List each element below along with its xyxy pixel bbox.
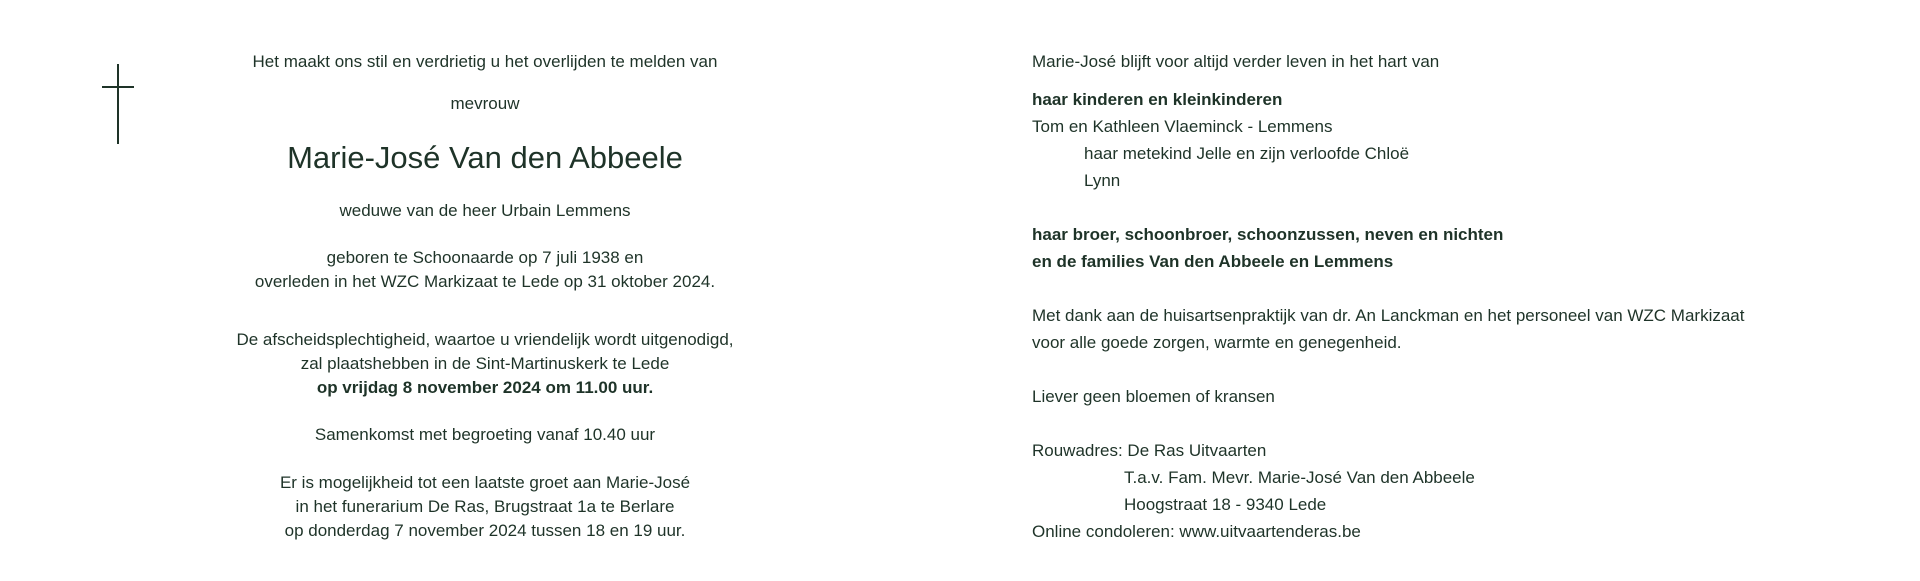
salutation: mevrouw xyxy=(450,94,520,113)
ceremony-line-1: De afscheidsplechtigheid, waartoe u vriendelijk wordt uitgenodigd, xyxy=(236,330,734,349)
address-label: Rouwadres: De Ras Uitvaarten xyxy=(1032,441,1267,460)
spouse-line: weduwe van de heer Urbain Lemmens xyxy=(339,201,631,220)
thanks-line-2: voor alle goede zorgen, warmte en genegenheid. xyxy=(1032,333,1402,352)
family-heading-2: en de families Van den Abbeele en Lemmens xyxy=(1032,252,1394,271)
no-flowers-line: Liever geen bloemen of kransen xyxy=(1032,387,1275,406)
ceremony-date: op vrijdag 8 november 2024 om 11.00 uur. xyxy=(316,378,654,397)
address-attention: T.a.v. Fam. Mevr. Marie-José Van den Abbeele xyxy=(1124,468,1475,487)
farewell-line-1: Er is mogelijkheid tot een laatste groet aan Marie-José xyxy=(279,473,691,492)
death-line: overleden in het WZC Markizaat te Lede op 31 oktober 2024. xyxy=(254,272,716,291)
children-heading: haar kinderen en kleinkinderen xyxy=(1032,90,1283,109)
child-line: Tom en Kathleen Vlaeminck - Lemmens xyxy=(1032,117,1333,136)
gathering-line: Samenkomst met begroeting vanaf 10.40 uur xyxy=(314,425,656,444)
grandchild-line-1: haar metekind Jelle en zijn verloofde Chloë xyxy=(1084,144,1410,163)
grandchild-line-2: Lynn xyxy=(1084,171,1121,190)
thanks-line-1: Met dank aan de huisartsenpraktijk van dr. An Lanckman en het personeel van WZC Markizaat xyxy=(1032,306,1745,325)
farewell-line-2: in het funerarium De Ras, Brugstraat 1a te Berlare xyxy=(295,497,675,516)
birth-line: geboren te Schoonaarde op 7 juli 1938 en xyxy=(326,248,644,267)
ceremony-line-2: zal plaatshebben in de Sint-Martinuskerk te Lede xyxy=(300,354,670,373)
address-street: Hoogstraat 18 - 9340 Lede xyxy=(1124,495,1327,514)
intro-text: Het maakt ons stil en verdrietig u het overlijden te melden van xyxy=(252,52,718,71)
online-condolences: Online condoleren: www.uitvaartenderas.be xyxy=(1032,522,1361,541)
farewell-line-3: op donderdag 7 november 2024 tussen 18 en 19 uur. xyxy=(284,521,686,540)
deceased-name: Marie-José Van den Abbeele xyxy=(287,140,683,175)
cross-icon xyxy=(102,64,136,144)
remembrance-intro: Marie-José blijft voor altijd verder leven in het hart van xyxy=(1032,52,1440,71)
family-heading-1: haar broer, schoonbroer, schoonzussen, neven en nichten xyxy=(1032,225,1504,244)
